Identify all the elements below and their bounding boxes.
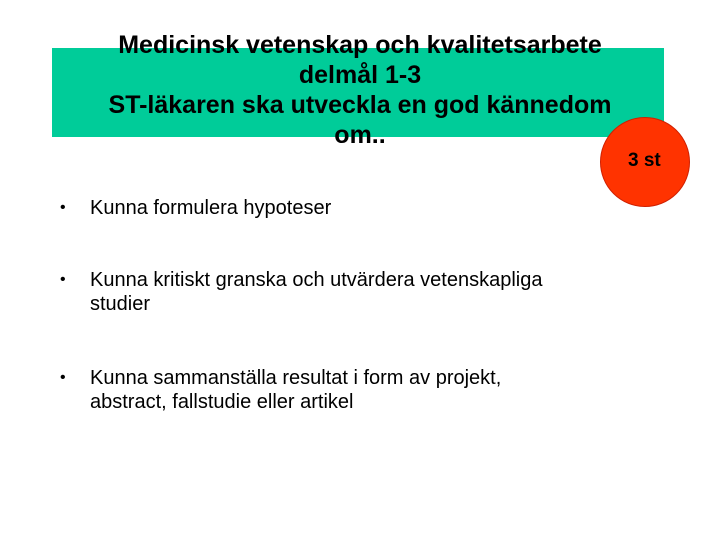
bullet-text: Kunna sammanställa resultat i form av projekt, abstract, fallstudie eller artikel [90, 367, 502, 413]
bullet-item [60, 366, 680, 414]
bullet-item [60, 268, 680, 316]
count-badge-label: 3 st [628, 150, 661, 171]
title-line-3: ST-läkaren ska utveckla en god kännedom [108, 91, 612, 119]
bullet-item [60, 196, 680, 220]
bullet-text: Kunna formulera hypoteser [90, 197, 332, 219]
title-line-4: om.. [334, 121, 386, 149]
bullet-marker: • [60, 271, 66, 288]
title-line-2: delmål 1-3 [298, 61, 422, 89]
bullet-text: Kunna kritiskt granska och utvärdera vetenskapliga studier [90, 269, 543, 315]
bullet-marker: • [60, 369, 66, 386]
bullet-marker: • [60, 199, 66, 216]
title-line-1: Medicinsk vetenskap och kvalitetsarbete [118, 31, 602, 59]
slide-title [40, 30, 680, 150]
